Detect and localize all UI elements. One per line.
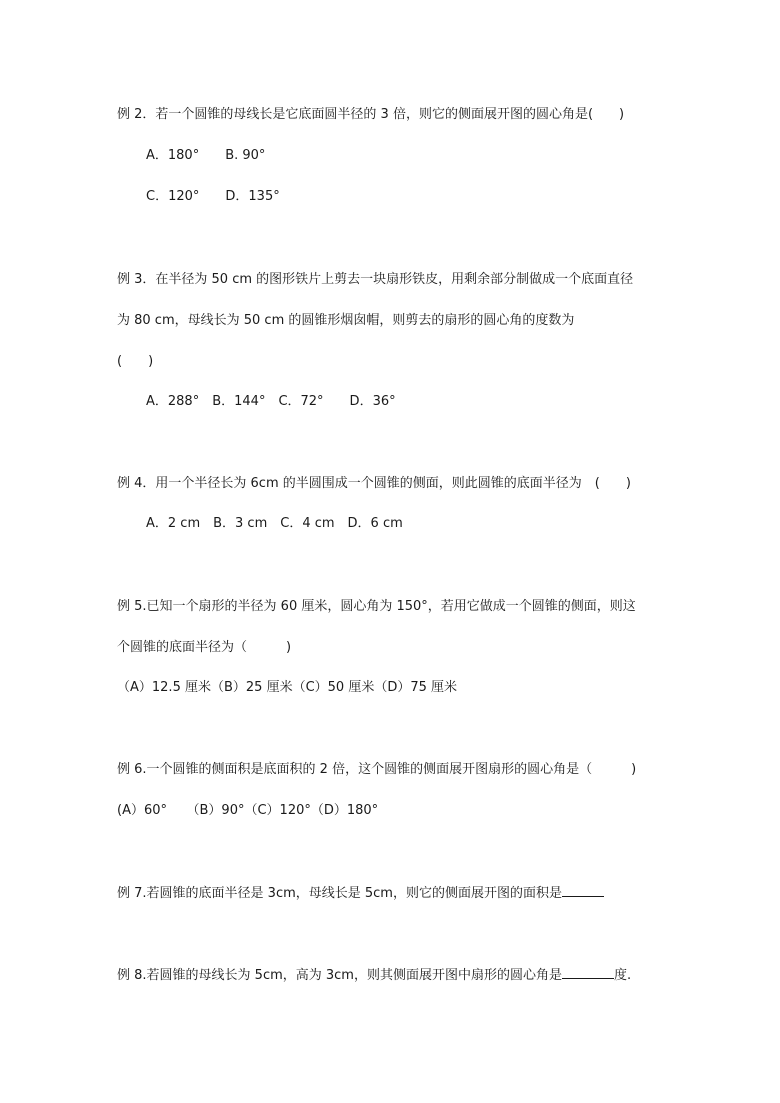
question-3-stem-line-1: 例 3．在半径为 50 cm 的图形铁片上剪去一块扇形铁皮，用剩余部分制做成一个底面直径 [117, 272, 634, 287]
question-6-stem: 例 6.一个圆锥的侧面积是底面积的 2 倍，这个圆锥的侧面展开图扇形的圆心角是（ ) [117, 762, 637, 777]
question-6-options: (A）60° （B）90°（C）120°（D）180° [117, 803, 379, 818]
question-8 [117, 966, 631, 985]
question-4-stem: 例 4．用一个半径长为 6cm 的半圆围成一个圆锥的侧面，则此圆锥的底面半径为 ( ) [117, 476, 631, 491]
question-2-options-row-2: C．120° D．135° [146, 189, 280, 204]
question-5-options: （A）12.5 厘米（B）25 厘米（C）50 厘米（D）75 厘米 [117, 680, 457, 695]
question-2-options-row-1: A．180° B. 90° [146, 148, 266, 163]
question-8-suffix: 度. [613, 968, 632, 983]
question-7 [117, 884, 604, 903]
question-4-options: A．2 cm B．3 cm C．4 cm D．6 cm [146, 516, 403, 531]
question-8-stem: 例 8.若圆锥的母线长为 5cm，高为 3cm，则其侧面展开图中扇形的圆心角是 [117, 968, 562, 983]
question-8-answer-blank[interactable] [562, 966, 614, 979]
question-7-stem: 例 7.若圆锥的底面半径是 3cm，母线长是 5cm，则它的侧面展开图的面积是 [117, 886, 562, 901]
question-2-stem: 例 2．若一个圆锥的母线长是它底面圆半径的 3 倍，则它的侧面展开图的圆心角是( ) [117, 107, 625, 122]
question-7-answer-blank[interactable] [562, 884, 604, 897]
question-3-stem-line-2: 为 80 cm，母线长为 50 cm 的圆锥形烟囱帽，则剪去的扇形的圆心角的度数为 [117, 313, 575, 328]
question-3-options: A．288° B．144° C．72° D．36° [146, 394, 396, 409]
question-5-stem-line-2: 个圆锥的底面半径为（ ) [117, 640, 292, 655]
question-5-stem-line-1: 例 5.已知一个扇形的半径为 60 厘米，圆心角为 150°，若用它做成一个圆锥的侧面，则这 [117, 599, 636, 614]
question-3-stem-line-3: ( ) [117, 354, 154, 369]
